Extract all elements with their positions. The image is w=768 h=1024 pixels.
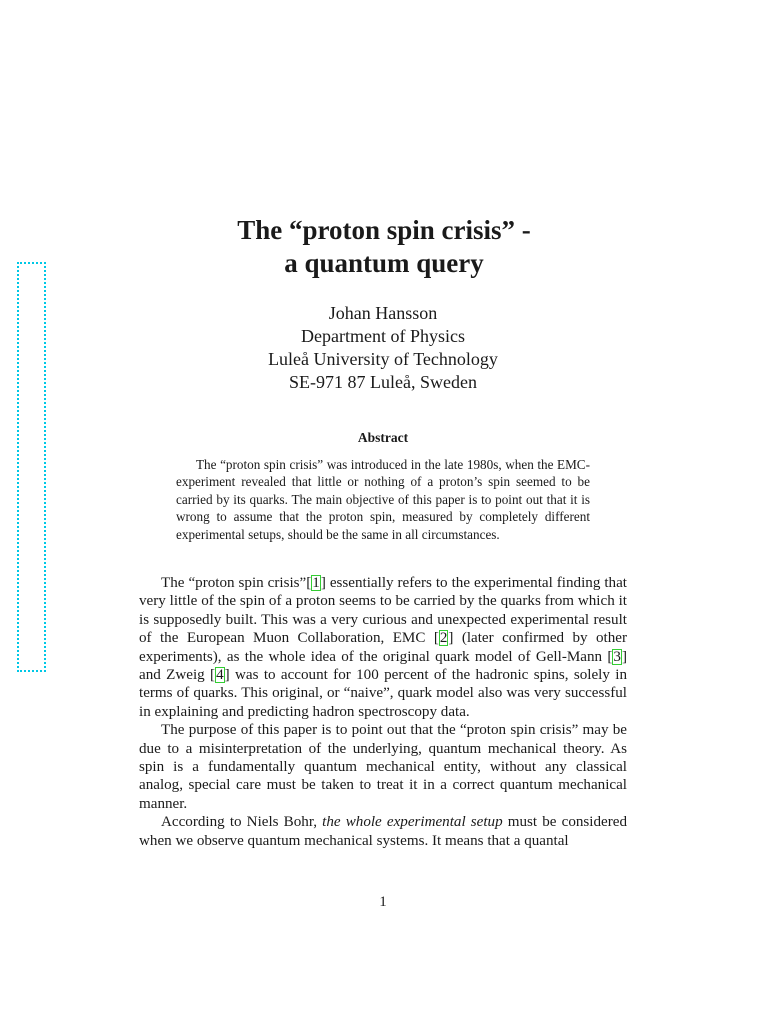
citation-1-link[interactable]: 1 — [312, 575, 320, 591]
abstract-text: The “proton spin crisis” was introduced in the late 1980s, when the EMC-experiment revealed that little or nothing of a proton’s spin seemed to be carried by its quarks. The main objective of this paper is to point out that it is wrong to assume that the proton spin, measured by completely different experimental setups, should be the same in all circumstances. — [176, 457, 590, 542]
paragraph-1-text-b: essentially refers to the experimental finding that very little of the spin of a proton seems to be carried by the quarks from which it is supposedly built. This was a very curious and unexpected experimental result of the European Muon Collaboration, EMC — [139, 575, 627, 647]
paragraph-3-text-b: must be considered when we observe quantum mechanical systems. It means that a quantal — [139, 814, 627, 849]
paragraph-2: The purpose of this paper is to point out that the “proton spin crisis” may be due to a misinterpretation of the underlying, quantum mechanical theory. As spin is a fundamentally quantum mechanical entity, without any classical analog, special care must be taken to treat it in a correct quantum mechanical manner. — [139, 722, 627, 812]
paragraph-3-text-a: According to Niels Bohr, — [161, 814, 323, 831]
paragraph-1-text-e: was to account for 100 percent of the hadronic spins, solely in terms of quarks. This original, or “naive”, quark model also was very successful in explaining and predicting hadron spectroscopy data. — [139, 667, 627, 720]
citation-1[interactable]: [1] — [306, 575, 326, 591]
citation-2-link[interactable]: 2 — [439, 630, 448, 647]
page-number: 1 — [379, 894, 387, 910]
body-text — [139, 574, 627, 850]
author-department: Department of Physics — [301, 326, 465, 346]
paragraph-1-text-a: The “proton spin crisis” — [161, 575, 307, 591]
abstract-heading: Abstract — [357, 430, 409, 445]
title-line-1: The “proton spin crisis” - — [237, 215, 531, 245]
title-line-2: a quantum query — [284, 248, 484, 278]
paragraph-1-text-d: and Zweig — [139, 667, 211, 684]
author-university: Luleå University of Technology — [268, 349, 498, 369]
paragraph-1-text-c: (later confirmed by other experiments), as the whole idea of the original quark model of Gell-Mann — [139, 630, 627, 665]
paragraph-3-emphasis: the whole experimental setup — [322, 814, 503, 831]
paper-title — [0, 214, 768, 280]
paragraph-1 — [139, 574, 627, 721]
citation-3-link[interactable]: 3 — [613, 648, 621, 665]
author-address: SE-971 87 Luleå, Sweden — [289, 372, 477, 392]
author-name: Johan Hansson — [328, 303, 438, 323]
citation-4[interactable]: [4] — [210, 667, 230, 684]
citation-2[interactable]: [2] — [433, 630, 454, 647]
author-block — [0, 302, 766, 394]
paragraph-3 — [139, 813, 627, 850]
citation-3[interactable]: [3] — [607, 648, 627, 665]
citation-4-link[interactable]: 4 — [216, 667, 224, 684]
